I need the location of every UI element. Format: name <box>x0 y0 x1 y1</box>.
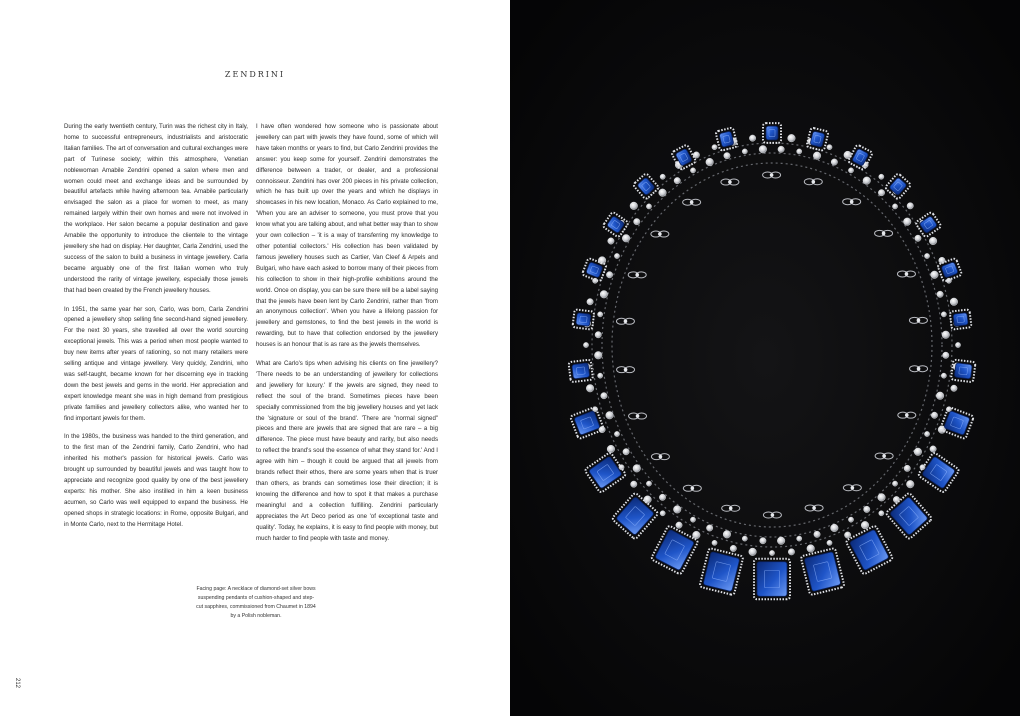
bow-knot <box>636 414 640 418</box>
diamond <box>598 312 603 317</box>
diamond <box>659 494 665 500</box>
diamond <box>844 151 852 159</box>
diamond <box>622 234 630 242</box>
diamond <box>673 506 681 514</box>
diamond <box>904 465 910 471</box>
diamond <box>777 537 785 545</box>
bow-knot <box>624 319 628 323</box>
diamond <box>759 145 767 153</box>
diamond <box>594 351 602 359</box>
diamond <box>601 393 607 399</box>
diamond <box>690 168 695 173</box>
sapphire-pendant <box>576 313 591 327</box>
text-column-right <box>256 122 438 552</box>
diamond <box>644 496 652 504</box>
diamond <box>813 152 821 160</box>
diamond <box>863 177 871 185</box>
diamond <box>844 532 850 538</box>
bow-knot <box>659 455 663 459</box>
diamond <box>660 511 665 516</box>
paragraph: In the 1980s, the business was handed to the third generation, and to the first man of the Zendrini family, Carlo Zendrini, who had inherited his mother's passion for historical jewels. Carlo was brought up surrounded by beautiful jewels and was taught how to appreciate and recognize good quality by one of the best jewellery experts: his mother. She also instilled in him a keen business acumen, so Carlo was well equipped to expand the business. He opened shops in strategic locations: in Rome, opposite Bulgari, and in Monte Carlo, next to the Hermitage Hotel. <box>64 433 248 528</box>
diamond <box>712 540 717 545</box>
paragraph: In 1951, the same year her son, Carlo, was born, Carla Zendrini opened a jewellery shop selling fine second-hand signed jewellery. For the next 30 years, she travelled all over the world sourcing exceptional jewels. This was a period when most people wanted to buy new items after years of rationing, so not many retailers were selling antique and vintage jewellery. Very quickly, Zendrini, who was self-taught, became known for her discerning eye in tracking down the best jewels and gems in the world. Her appreciation and expert knowledge meant she was in high demand from prestigious private families and jewellery collectors alike, who wanted her to find important jewels for them. <box>64 305 248 422</box>
diamond <box>674 177 680 183</box>
bow-knot <box>812 506 816 510</box>
diamond <box>598 373 603 378</box>
diamond <box>807 545 815 553</box>
diamond <box>937 291 943 297</box>
diamond <box>690 517 695 522</box>
diamond <box>930 446 936 452</box>
diamond <box>939 257 945 263</box>
diamond <box>600 290 608 298</box>
diamond <box>929 237 937 245</box>
bow-knot <box>691 486 695 490</box>
diamond <box>906 480 914 488</box>
photo-caption: Facing page: A necklace of diamond-set silver bows suspending pendants of cushion-shaped and step-cut sapphires, commissioned from Chaumet in 1894 by a Polish nobleman. <box>196 586 316 619</box>
text-column-left <box>64 122 248 539</box>
diamond <box>660 174 665 179</box>
diamond <box>607 445 615 453</box>
sapphire-pendant <box>954 363 972 379</box>
bow-knot <box>917 367 921 371</box>
bow-knot <box>690 200 694 204</box>
diamond <box>630 202 638 210</box>
diamond <box>914 448 922 456</box>
diamond <box>659 189 667 197</box>
bow-knot <box>658 232 662 236</box>
diamond <box>831 524 839 532</box>
diamond <box>614 431 619 436</box>
diamond <box>788 549 794 555</box>
diamond <box>936 392 944 400</box>
diamond <box>730 545 736 551</box>
diamond <box>941 312 946 317</box>
diamond <box>931 412 937 418</box>
diamond <box>903 218 911 226</box>
diamond <box>950 298 958 306</box>
diamond <box>848 517 853 522</box>
diamond <box>864 506 870 512</box>
paragraph: I have often wondered how someone who is passionate about jewellery can part with jewels they have found, some of which will have taken months or years to find, but Carlo Zendrini provides the answer: you keep some for yourself. Zendrini demonstrates the difference between a trader, or dealer, and a professional connoisseur. Zendrini has over 200 pieces in his private collection, which he has built up over the years and which he displays in showcases in his new location, Monaco. As Carlo explained to me, 'When you are an adviser to someone, you must prove that you know what you are talking about, and what better way than to show your own collection – 'it is a way of transferring my knowledge to other potential collectors.' His collection has been validated by famous jewellery houses such as Cartier, Van Cleef & Arpels and Bulgari, who have each asked to borrow many of their pieces from his collection to show in their high-profile exhibitions around the world. Once on display, you can be sure there will be a label saying that the jewels have been lent by Carlo Zendrini, rather than 'from an anonymous collection'. When you have a lifelong passion for jewellery and gemstones, to find the best jewels in the world is rewarding, but to have that collection endorsed by the jewellery houses is an honour that is as rare as the jewels themselves. <box>256 123 438 349</box>
sapphire-pendant <box>953 313 968 327</box>
diamond <box>878 189 884 195</box>
diamond <box>943 352 949 358</box>
diamond <box>586 384 594 392</box>
diamond <box>827 540 832 545</box>
running-head: ZENDRINI <box>224 70 286 79</box>
sapphire-pendant <box>572 363 590 379</box>
sapphire-pendant <box>757 562 787 597</box>
diamond <box>941 373 946 378</box>
diamond <box>742 149 747 154</box>
diamond <box>646 204 651 209</box>
bow-knot <box>905 272 909 276</box>
bow-knot <box>905 413 909 417</box>
diamond <box>878 494 886 502</box>
diamond <box>614 253 619 258</box>
diamond <box>924 253 929 258</box>
diamond <box>631 481 637 487</box>
diamond <box>892 481 897 486</box>
bow-knot <box>635 273 639 277</box>
diamond <box>879 174 884 179</box>
diamond <box>608 238 614 244</box>
bow-knot <box>811 180 815 184</box>
bow-knot <box>917 319 921 323</box>
diamond <box>724 152 730 158</box>
diamond <box>706 525 712 531</box>
diamond <box>634 218 640 224</box>
diamond <box>924 431 929 436</box>
diamond <box>788 134 796 142</box>
diamond <box>676 522 682 528</box>
diamond <box>749 548 757 556</box>
page-number: 212 <box>14 678 20 689</box>
diamond <box>831 159 837 165</box>
diamond <box>723 531 731 539</box>
diamond <box>749 135 755 141</box>
bow-knot <box>882 232 886 236</box>
right-page <box>510 0 1020 716</box>
diamond <box>861 521 869 529</box>
diamond <box>583 342 588 347</box>
diamond <box>797 536 802 541</box>
necklace-photo <box>510 0 1020 716</box>
bow-knot <box>728 180 732 184</box>
paragraph: What are Carlo's tips when advising his clients on fine jewellery? 'There needs to be an understanding of jewellery for collections and jewellery for luxury.' If the jewels are signed, they need to reflect the soul of the brand. Sometimes pieces have been specially commissioned from the big jewellery houses and yet lack the 'signature or soul of the brand'. 'There are "normal signed" pieces and there are jewels that are signed that are rare – a big difference. The piece must have beauty and rarity, but also needs to reflect the brand's soul the essence of what they stand for.' And I agree with him – though it could be argued that all jewels from brands reflect their ethos, there are some years when that is truer than others, as brands can sometimes lose their direction; it is knowing the difference and how to spot it that makes a purchase meaningful and a collection fulfilling. Zendrini particularly appreciates the Art Deco period as one 'of exceptional taste and quality'. Today, he explains, it is easy to find people with money, but much harder to find people with taste and money. <box>256 360 438 542</box>
diamond <box>827 145 832 150</box>
diamond <box>769 550 774 555</box>
diamond <box>778 146 784 152</box>
diamond <box>814 531 820 537</box>
diamond <box>951 385 957 391</box>
bow-knot <box>851 486 855 490</box>
bow-knot <box>770 173 774 177</box>
diamond <box>848 168 853 173</box>
diamond <box>797 149 802 154</box>
diamond <box>606 411 614 419</box>
diamond <box>942 331 950 339</box>
diamond <box>587 299 593 305</box>
bow-knot <box>624 368 628 372</box>
diamond <box>623 449 629 455</box>
diamond <box>915 235 921 241</box>
bow-knot <box>771 513 775 517</box>
diamond <box>606 272 612 278</box>
diamond <box>742 536 747 541</box>
sapphire-pendant <box>766 126 778 140</box>
diamond <box>646 481 651 486</box>
diamond <box>633 465 641 473</box>
paragraph: During the early twentieth century, Turin was the richest city in Italy, home to successful entrepreneurs, industrialists and aristocratic Italian families. The art of conversation and cultural exchanges were part of Turinese society; within this atmosphere, Venetian noblewoman Amabile Zendrini opened a salon where men and women could meet and exchange ideas and be surrounded by beautiful artefacts while having afternoon tea. Amabile particularly envisaged the salon as a place for women to meet, as many remained largely within their own homes and were not involved in the workplace. Her salon became a popular destination and gave Amabile the opportunity to introduce the clientele to the vintage jewellery she had on display. Her daughter, Carla Zendrini, used the success of the salon to build a business in vintage jewellery. Carla became arguably one of the first Italian women who truly understood the rarity of vintage jewellery, especially those jewels that had been created by the French jewellery houses. <box>64 123 248 294</box>
bow-knot <box>882 454 886 458</box>
diamond <box>706 158 714 166</box>
diamond <box>879 511 884 516</box>
diamond <box>907 203 913 209</box>
bow-knot <box>729 506 733 510</box>
diamond <box>955 342 960 347</box>
diamond <box>760 538 766 544</box>
bow-knot <box>850 200 854 204</box>
diamond <box>931 271 939 279</box>
diamond <box>595 332 601 338</box>
diamond <box>892 204 897 209</box>
diamond <box>712 145 717 150</box>
